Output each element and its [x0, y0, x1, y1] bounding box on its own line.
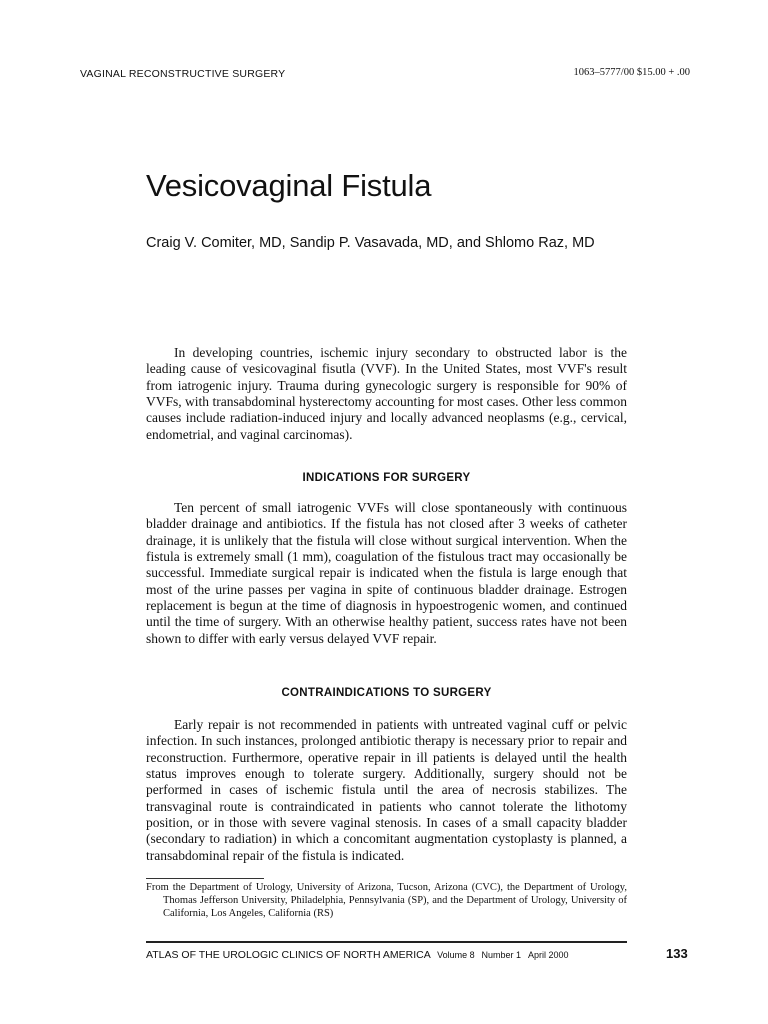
indications-heading: INDICATIONS FOR SURGERY [302, 472, 471, 484]
article-title: Vesicovaginal Fistula [146, 168, 432, 203]
page-number: 133 [666, 946, 688, 961]
contraindications-paragraph: Early repair is not recommended in patients with untreated vaginal cuff or pelvic infection. In such instances, prolonged antibiotic therapy is necessary prior to repair and reconstruction. Furthermore, operative repair in ill patients is delayed until the health status improves enough to tolerate surgery. Additionally, surgery should not be performed in cases of ischemic fistula until the area of necrosis stabilizes. The transvaginal route is contraindicated in patients who cannot tolerate the lithotomy position, or in those with severe vaginal stenosis. In cases of a small capacity bladder (secondary to radiation) in which a concomitant augmentation cystoplasty is planned, a transabdominal repair of the fistula is indicated. [146, 717, 627, 863]
running-head: VAGINAL RECONSTRUCTIVE SURGERY [80, 68, 286, 80]
contraindications-heading: CONTRAINDICATIONS TO SURGERY [281, 687, 492, 699]
indications-paragraph: Ten percent of small iatrogenic VVFs will close spontaneously with continuous bladder drainage and antibiotics. If the fistula has not closed after 3 weeks of catheter drainage, it is unlikely that the fistula will close without surgical intervention. When the fistula is extremely small (1 mm), coagulation of the fistulous tract may occasionally be successful. Immediate surgical repair is indicated when the fistula is large enough that most of the urine passes per vagina in spite of continuous bladder drainage. Estrogen replacement is begun at the time of diagnosis in hypoestrogenic women, and continued until the time of surgery. With an otherwise healthy patient, success rates have not been shown to differ with early versus delayed VVF repair. [146, 500, 627, 646]
intro-paragraph: In developing countries, ischemic injury secondary to obstructed labor is the leading cause of vesicovaginal fisutla (VVF). In the United States, most VVF's result from iatrogenic injury. Trauma during gynecologic surgery is responsible for 90% of VVFs, with transabdominal hysterectomy accounting for most cases. Other less common causes include radiation-induced injury and locally advanced neoplasms (e.g., cervical, endometrial, and vaginal carcinomas). [146, 345, 627, 442]
price-code: 1063–5777/00 $15.00 + .00 [573, 67, 690, 78]
volume-label: Volume 8 [437, 950, 475, 960]
issue-date: April 2000 [527, 950, 569, 960]
footnote-divider [146, 878, 264, 879]
issue-number-label: Number 1 [481, 950, 522, 960]
footer-divider [146, 941, 627, 943]
affiliation-footnote: From the Department of Urology, University of Arizona, Tucson, Arizona (CVC), the Department of Urology, Thomas Jefferson University, Philadelphia, Pennsylvania (SP), and the Department of Urology, University of California, Los Angeles, California (RS) [146, 882, 627, 919]
author-list: Craig V. Comiter, MD, Sandip P. Vasavada, MD, and Shlomo Raz, MD [146, 235, 595, 251]
journal-footer [146, 949, 568, 961]
journal-name: ATLAS OF THE UROLOGIC CLINICS OF NORTH AMERICA [146, 949, 431, 961]
